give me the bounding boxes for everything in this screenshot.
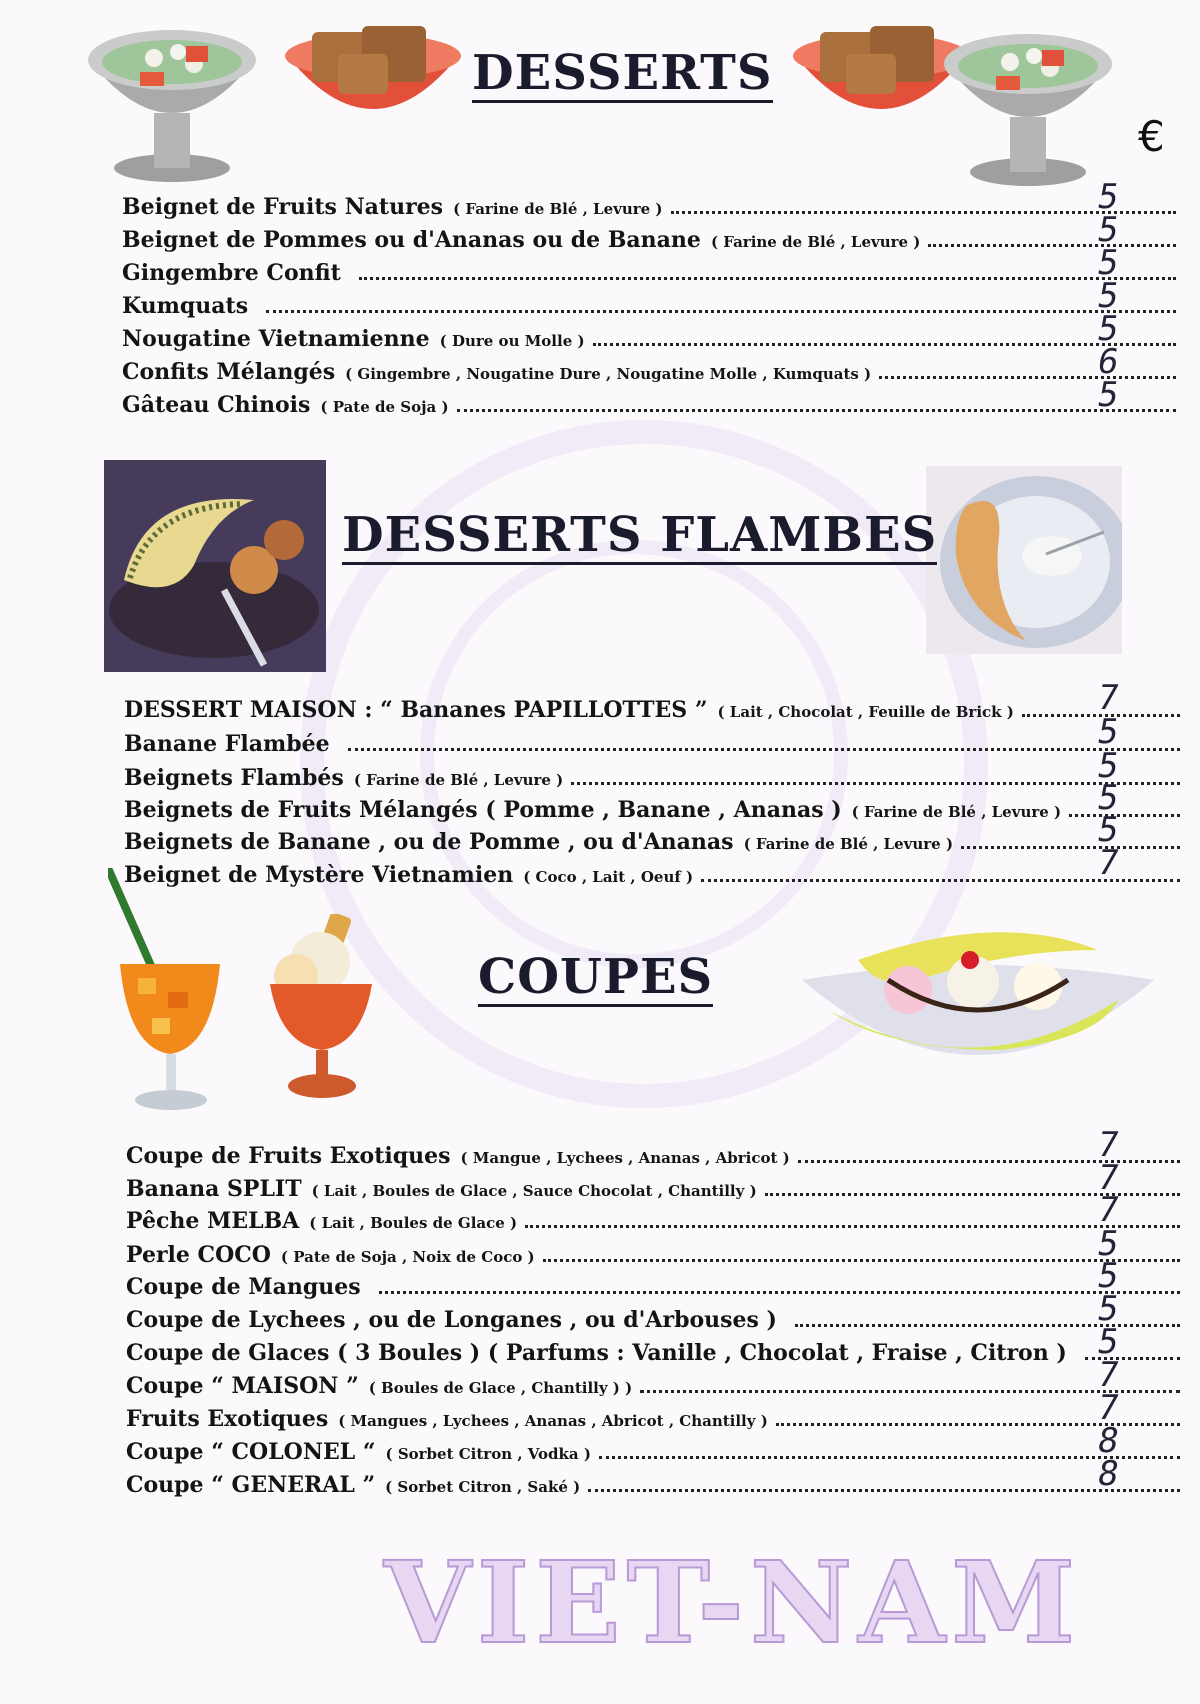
dot-leader [359, 277, 1176, 280]
menu-item [124, 697, 1186, 723]
dot-leader [543, 1259, 1180, 1262]
item-detail: ( Coco , Lait , Oeuf ) [523, 868, 694, 886]
item-price: 5 [1094, 210, 1123, 250]
fruit-coupe-glass-photo [108, 868, 232, 1118]
papillote-banana-photo [926, 466, 1122, 654]
item-detail: ( Lait , Boules de Glace , Sauce Chocolat , Chantilly ) [311, 1182, 757, 1200]
flambe-banana-photo [104, 460, 326, 672]
item-name: Gâteau Chinois [122, 392, 311, 418]
item-price: 7 [1094, 1158, 1123, 1198]
item-price: 8 [1094, 1421, 1123, 1461]
menu-item [122, 293, 1182, 319]
item-name: Perle COCO [126, 1242, 271, 1268]
dot-leader [599, 1456, 1180, 1459]
item-name: Banana SPLIT [126, 1176, 302, 1202]
item-name: Kumquats [122, 293, 249, 319]
item-detail: ( Farine de Blé , Levure ) [851, 803, 1062, 821]
peach-melba-glass-photo [262, 914, 380, 1104]
dot-leader [879, 376, 1176, 379]
item-detail: ( Sorbet Citron , Vodka ) [385, 1445, 591, 1463]
dot-leader [571, 782, 1180, 785]
dessert-cup-photo-right [938, 22, 1118, 192]
item-price: 5 [1094, 746, 1123, 786]
dot-leader [525, 1225, 1180, 1228]
item-detail: ( Pate de Soja , Noix de Coco ) [280, 1248, 535, 1266]
item-price: 5 [1094, 778, 1123, 818]
item-name: Beignet de Mystère Vietnamien [124, 862, 514, 888]
item-price: 5 [1094, 375, 1123, 415]
item-name: Coupe de Glaces ( 3 Boules ) ( Parfums : Vanille , Chocolat , Fraise , Citron ) [126, 1340, 1067, 1366]
menu-item [126, 1406, 1186, 1432]
item-name: Pêche MELBA [126, 1208, 300, 1234]
item-price: 5 [1094, 1256, 1123, 1296]
dot-leader [961, 846, 1180, 849]
menu-item [124, 797, 1186, 823]
item-name: Beignet de Fruits Natures [122, 194, 444, 220]
dot-leader [588, 1489, 1180, 1492]
menu-item [122, 392, 1182, 418]
menu-item [126, 1439, 1186, 1465]
item-detail: ( Farine de Blé , Levure ) [453, 200, 663, 218]
menu-item [126, 1472, 1186, 1498]
item-price: 5 [1094, 1289, 1123, 1329]
item-price: 5 [1094, 243, 1123, 283]
item-price: 7 [1094, 1388, 1123, 1428]
dot-leader [457, 409, 1176, 412]
dot-leader [795, 1324, 1180, 1327]
item-name: Coupe de Fruits Exotiques [126, 1143, 451, 1169]
item-price: 7 [1094, 1125, 1123, 1165]
item-price: 5 [1094, 177, 1123, 217]
section-title-coupes: COUPES [478, 952, 713, 1007]
item-name: Beignets de Fruits Mélangés ( Pomme , Banane , Ananas ) [124, 797, 842, 823]
item-detail: ( Farine de Blé , Levure ) [743, 835, 954, 853]
item-detail: ( Farine de Blé , Levure ) [710, 233, 921, 251]
item-price: 7 [1094, 1355, 1123, 1395]
menu-item [126, 1208, 1186, 1234]
item-price: 5 [1094, 810, 1123, 850]
item-price: 8 [1094, 1454, 1123, 1494]
menu-item [126, 1340, 1186, 1366]
item-price: 7 [1094, 678, 1123, 718]
item-detail: ( Mangue , Lychees , Ananas , Abricot ) [460, 1149, 790, 1167]
menu-item [126, 1307, 1186, 1333]
menu-item [122, 359, 1182, 385]
item-name: Nougatine Vietnamienne [122, 326, 430, 352]
item-name: Confits Mélangés [122, 359, 336, 385]
item-name: Beignets Flambés [124, 765, 344, 791]
item-price: 7 [1094, 843, 1123, 883]
dot-leader [798, 1160, 1180, 1163]
item-name: Gingembre Confit [122, 260, 341, 286]
sesame-cake-photo-left [278, 14, 468, 144]
item-detail: ( Lait , Boules de Glace ) [309, 1214, 518, 1232]
menu-item [126, 1242, 1186, 1268]
item-price: 5 [1094, 276, 1123, 316]
banana-split-photo [798, 920, 1158, 1090]
dot-leader [1069, 814, 1180, 817]
dessert-cup-photo-left [82, 18, 262, 188]
item-detail: ( Sorbet Citron , Saké ) [385, 1478, 581, 1496]
item-price: 7 [1094, 1190, 1123, 1230]
dot-leader [266, 310, 1176, 313]
dot-leader [379, 1291, 1180, 1294]
dot-leader [593, 343, 1176, 346]
dot-leader [348, 748, 1180, 751]
item-name: DESSERT MAISON : “ Bananes PAPILLOTTES ” [124, 697, 708, 723]
menu-item [126, 1274, 1186, 1300]
item-detail: ( Lait , Chocolat , Feuille de Brick ) [717, 703, 1014, 721]
item-name: Coupe “ GENERAL ” [126, 1472, 376, 1498]
item-detail: ( Mangues , Lychees , Ananas , Abricot , Chantilly ) [338, 1412, 768, 1430]
menu-item [122, 227, 1182, 253]
item-name: Fruits Exotiques [126, 1406, 329, 1432]
item-detail: ( Gingembre , Nougatine Dure , Nougatine Molle , Kumquats ) [345, 365, 872, 383]
menu-item [122, 326, 1182, 352]
currency-symbol: € [1138, 112, 1165, 161]
menu-item [122, 260, 1182, 286]
menu-item [124, 829, 1186, 855]
section-title-desserts-flambes: DESSERTS FLAMBES [342, 510, 937, 565]
restaurant-brand-stamp: VIET-NAM [384, 1538, 1082, 1669]
menu-item [126, 1143, 1186, 1169]
menu-item [124, 765, 1186, 791]
item-price: 6 [1094, 342, 1123, 382]
section-title-desserts: DESSERTS [472, 48, 773, 103]
item-price: 5 [1094, 1322, 1123, 1362]
menu-item [122, 194, 1182, 220]
menu-item [124, 862, 1186, 888]
item-detail: ( Farine de Blé , Levure ) [353, 771, 564, 789]
item-detail: ( Pate de Soja ) [320, 398, 449, 416]
item-price: 5 [1094, 309, 1123, 349]
item-detail: ( Dure ou Molle ) [439, 332, 585, 350]
item-name: Coupe de Lychees , ou de Longanes , ou d'Arbouses ) [126, 1307, 777, 1333]
menu-item [126, 1176, 1186, 1202]
item-price: 5 [1094, 1224, 1123, 1264]
item-name: Beignet de Pommes ou d'Ananas ou de Banane [122, 227, 701, 253]
item-name: Coupe “ COLONEL “ [126, 1439, 376, 1465]
dot-leader [928, 244, 1176, 247]
item-detail: ( Boules de Glace , Chantilly ) ) [368, 1379, 633, 1397]
item-name: Banane Flambée [124, 731, 330, 757]
item-price: 5 [1094, 712, 1123, 752]
menu-item [126, 1373, 1186, 1399]
item-name: Coupe “ MAISON ” [126, 1373, 359, 1399]
item-name: Beignets de Banane , ou de Pomme , ou d'Ananas [124, 829, 734, 855]
menu-item [124, 731, 1186, 757]
item-name: Coupe de Mangues [126, 1274, 361, 1300]
